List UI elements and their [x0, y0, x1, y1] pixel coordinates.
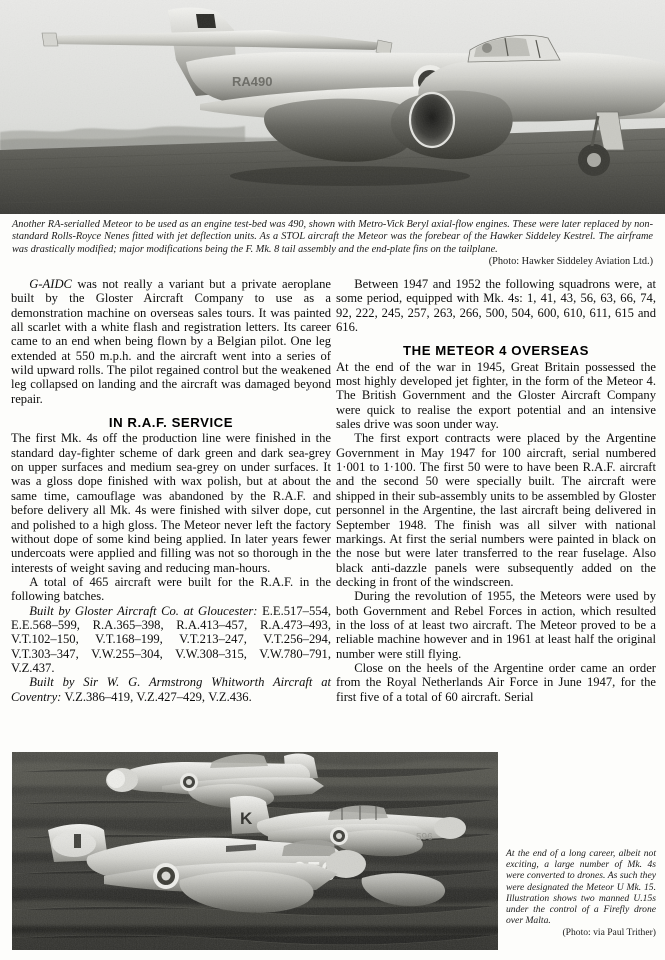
paragraph-netherlands-order: Close on the heels of the Argentine order came an order from the Royal Netherlands Air Force in June 1947, for the first five of a total of 60 aircraft. Serial — [336, 660, 656, 704]
paragraph-end-of-war: At the end of the war in 1945, Great Britain possessed the most highly developed jet fighter, in the form of the Meteor 4. The British Government and the Gloster Aircraft Company were quick to realise the export potential and an intensive sales drive was soon under way. — [336, 359, 656, 432]
gloster-batch-serials: E.E.517–554, E.E.568–599, R.A.365–398, R.A.413–457, R.A.473–493, V.T.102–150, V.T.168–199, V.T.213–247, V.T.256–294, V.T.303–347, V.W.255–304, V.W.308–315, V.W.780–791, V.Z.437. — [11, 603, 331, 675]
paragraph-finish: The first Mk. 4s off the production line were finished in the standard day-fighter scheme of dark green and dark sea-grey on upper surfaces and medium sea-grey on under surfaces. It was a gloss dope finished with wax polish, but at about the same time, camouflage was abandoned by the R.A.F. and before delivery all Mk. 4s were finished with silver dope, cut and polished to a high gloss. The Meteor never left the factory without dope of some kind being applied. In later years fewer undercoats were applied and filling was not so thorough in the interests of weight saving and reducing man-hours. — [11, 431, 331, 575]
paragraph-armstrong-batch — [11, 675, 331, 704]
galdc-registration: G-AIDC — [29, 277, 72, 291]
right-text-column — [336, 277, 656, 704]
caption-top-text: Another RA-serialled Meteor to be used as an engine test-bed was 490, shown with Metro-Vick Beryl axial-flow engines. These were later replaced by non-standard Rolls-Royce Nenes fitted with jet deflection units. As a STOL aircraft the Meteor was the forebear of the Hawker Siddeley Kestrel. The airframe was drastically modified; major modifications being the F. Mk. 8 tail assembly and the end-plate fins on the tailplane. — [12, 219, 653, 255]
paragraph-total-built: A total of 465 aircraft were built for the R.A.F. in the following batches. — [11, 574, 331, 604]
meteor-engine-testbed-photo — [0, 0, 665, 214]
paragraph-argentine-contract: The first export contracts were placed by the Argentine Government in May 1947 for 100 aircraft, serial numbered 1·001 to 1·100. The first 50 were to have been R.A.F. aircraft and the second 50 were specially built. The aircraft were shipped in their sub-assembly units to be assembled by Gloster personnel in the Argentine, the last aircraft being delivered in September 1948. The finish was all silver with national markings. At first the serial numbers were painted in black on the nose but were later transferred to the rear fuselage. Also black anti-dazzle panels were subsequently added on the decking in front of the windscreen. — [336, 431, 656, 589]
left-text-column — [11, 277, 331, 704]
heading-the-meteor-4-overseas: THE METEOR 4 OVERSEAS — [403, 343, 589, 359]
armstrong-batch-serials: V.Z.386–419, V.Z.427–429, V.Z.436. — [61, 689, 252, 704]
photo-top-caption — [12, 219, 653, 268]
galdc-body: was not really a variant but a private aeroplane built by the Gloster Aircraft Company to use as a demonstration machine on overseas sales tours. It was painted all scarlet with a white flash and registration letters. Its career came to an end when being flown by a Belgian pilot. One leg extended at 550 m.p.h. and the aircraft went into a series of wild upward rolls. The pilot regained control but the weakened leg collapsed on landing and the aircraft was damaged beyond repair. — [11, 277, 331, 406]
heading-in-raf-service: IN R.A.F. SERVICE — [108, 415, 234, 431]
paragraph-squadrons: Between 1947 and 1952 the following squadrons were, at some period, equipped with Mk. 4s: 1, 41, 43, 56, 63, 66, 74, 92, 222, 245, 257, 263, 266, 500, 504, 600, 610, 611, 615 and 616. — [336, 277, 656, 335]
photo-top-graphic — [0, 0, 665, 214]
meteor-u15-drones-formation-photo — [12, 752, 498, 950]
caption-top-credit: (Photo: Hawker Siddeley Aviation Ltd.) — [488, 255, 653, 267]
paragraph-revolution-1955: During the revolution of 1955, the Meteors were used by both Government and Rebel Forces in action, which resulted in the loss of at least two aircraft. The Meteor proved to be a reliable machine however and in 1961 at least half the original number were still flying. — [336, 589, 656, 661]
gloster-batch-label: Built by Gloster Aircraft Co. at Gloucester: — [29, 603, 258, 618]
armstrong-batch-label: Built by Sir W. G. Armstrong Whitworth Aircraft at Coventry: — [11, 675, 331, 704]
paragraph-galdc — [11, 277, 331, 406]
caption-bottom-credit: (Photo: via Paul Trither) — [562, 927, 656, 939]
caption-bottom-text: At the end of a long career, albeit not exciting, a large number of Mk. 4s were converted to drones. As such they were designated the Meteor U Mk. 15. Illustration shows two manned U.15s under the control of a Firefly drone over Malta. — [506, 848, 656, 927]
photo-bottom-caption — [506, 848, 656, 939]
paragraph-gloster-batch — [11, 604, 331, 676]
photo-bottom-graphic — [12, 752, 498, 950]
